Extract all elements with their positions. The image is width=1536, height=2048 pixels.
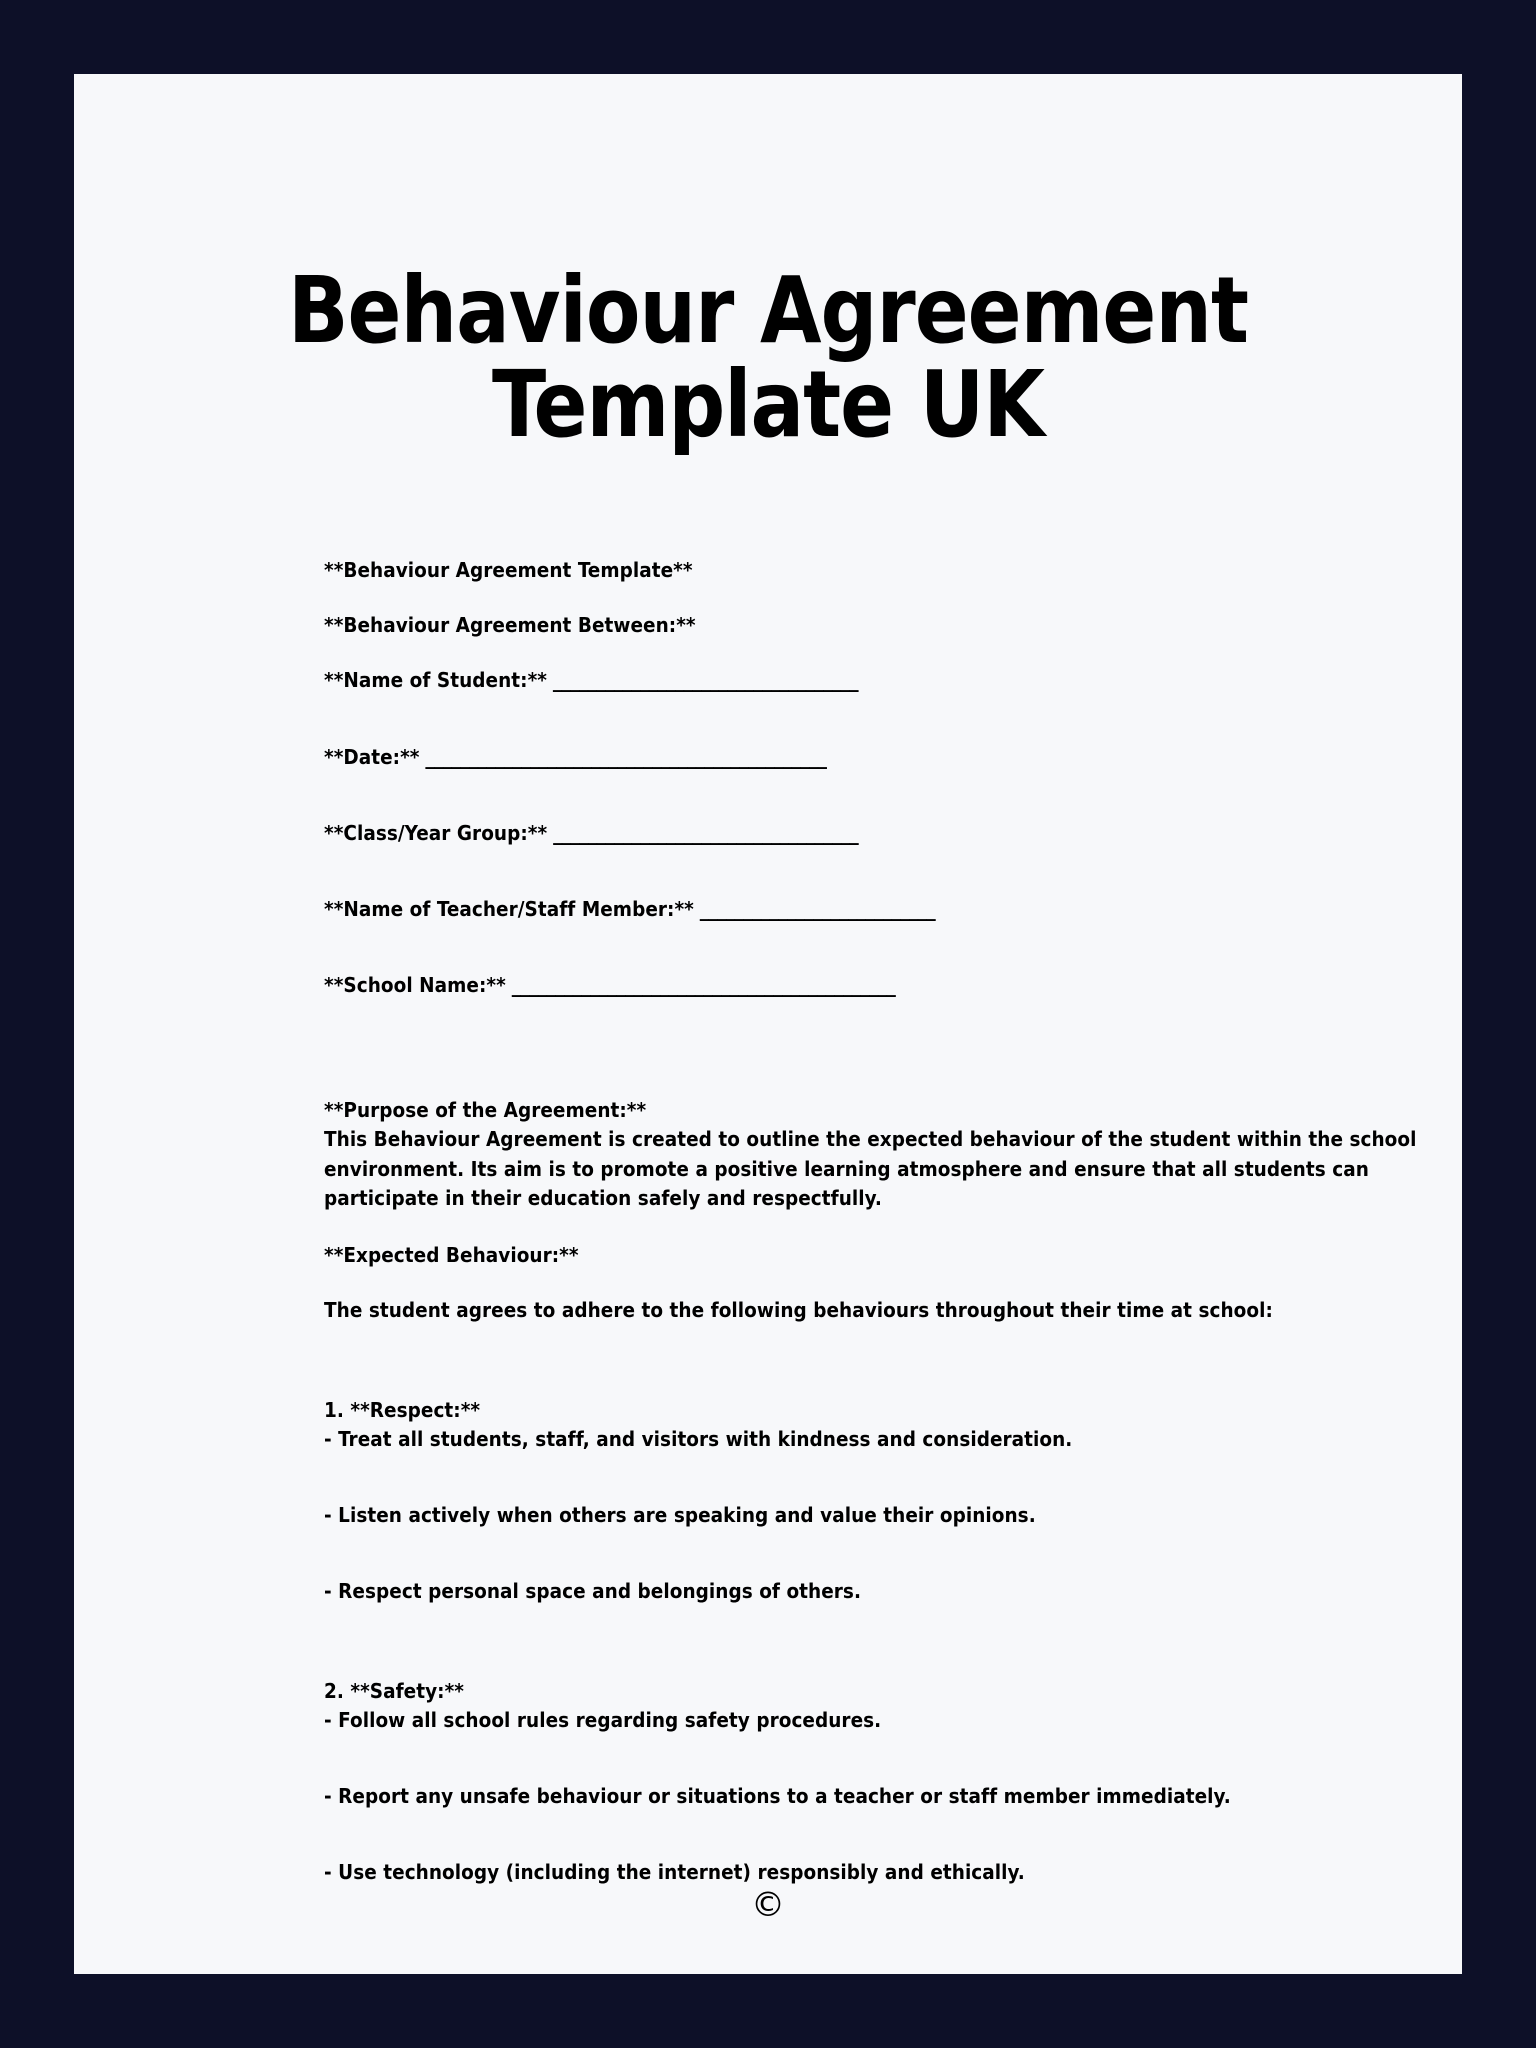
section-safety-heading: 2. **Safety:** xyxy=(324,1679,464,1704)
field-fill-student[interactable]: ___________________________________ xyxy=(546,668,859,693)
field-fill-date[interactable]: ______________________________________________ xyxy=(419,744,827,769)
spacer xyxy=(324,1605,1462,1677)
page-title xyxy=(102,74,1434,458)
doc-label: **Behaviour Agreement Template** xyxy=(324,557,693,582)
expected-behaviour-heading: **Expected Behaviour:** xyxy=(324,1242,579,1267)
section-safety xyxy=(324,1677,1462,1886)
spacer xyxy=(324,695,1462,743)
spacer xyxy=(324,847,1462,895)
page-title-line-2: Template UK xyxy=(492,350,1044,458)
purpose-section xyxy=(324,1096,1462,1214)
field-label-student: **Name of Student:** xyxy=(324,668,547,693)
field-label-class-year-group: **Class/Year Group:** xyxy=(324,820,548,845)
spacer xyxy=(324,1000,1462,1096)
field-row-student xyxy=(324,666,1462,694)
section-safety-bullet-3: - Use technology (including the internet) responsibly and ethically. xyxy=(324,1860,1025,1885)
section-safety-bullet-2: - Report any unsafe behaviour or situations to a teacher or staff member immediately. xyxy=(324,1783,1231,1808)
spacer xyxy=(324,771,1462,819)
page-title-line-1: Behaviour Agreement xyxy=(287,257,1249,364)
document-body xyxy=(74,556,1462,1887)
section-safety-bullet-1: - Follow all school rules regarding safety procedures. xyxy=(324,1707,882,1732)
section-respect-heading: 1. **Respect:** xyxy=(324,1398,481,1423)
spacer xyxy=(324,1214,1462,1241)
document-page xyxy=(74,74,1462,1974)
spacer xyxy=(324,584,1462,611)
field-fill-school-name[interactable]: ____________________________________________ xyxy=(505,973,896,998)
between-label: **Behaviour Agreement Between:** xyxy=(324,612,696,637)
spacer xyxy=(324,1529,1462,1577)
field-row-teacher xyxy=(324,895,1462,923)
copyright-icon: © xyxy=(751,1885,785,1925)
spacer xyxy=(324,639,1462,666)
spacer xyxy=(324,1324,1462,1396)
expected-behaviour-intro: The student agrees to adhere to the following behaviours throughout their time at school: xyxy=(324,1297,1273,1322)
section-respect-bullet-2: - Listen actively when others are speaking and value their opinions. xyxy=(324,1502,1036,1527)
field-label-date: **Date:** xyxy=(324,744,420,769)
section-respect-bullet-3: - Respect personal space and belongings of others. xyxy=(324,1579,862,1604)
spacer xyxy=(324,923,1462,971)
field-fill-class-year-group[interactable]: ___________________________________ xyxy=(547,820,859,845)
purpose-body-line-3: participate in their education safely and respectfully. xyxy=(324,1186,882,1211)
spacer xyxy=(324,1734,1462,1782)
section-respect xyxy=(324,1396,1462,1605)
field-fill-teacher[interactable]: ___________________________ xyxy=(693,897,936,922)
spacer xyxy=(324,1453,1462,1501)
field-label-school-name: **School Name:** xyxy=(324,973,506,998)
purpose-heading: **Purpose of the Agreement:** xyxy=(324,1097,647,1122)
purpose-body-line-2: environment. Its aim is to promote a positive learning atmosphere and ensure that all students can xyxy=(324,1156,1369,1181)
field-label-teacher: **Name of Teacher/Staff Member:** xyxy=(324,897,694,922)
purpose-body-line-1: This Behaviour Agreement is created to outline the expected behaviour of the student within the school xyxy=(324,1127,1417,1152)
field-row-date xyxy=(324,743,1462,771)
section-respect-bullet-1: - Treat all students, staff, and visitors with kindness and consideration. xyxy=(324,1426,1073,1451)
field-row-school-name xyxy=(324,971,1462,999)
spacer xyxy=(324,1269,1462,1296)
field-row-class-year-group xyxy=(324,819,1462,847)
spacer xyxy=(324,1810,1462,1858)
